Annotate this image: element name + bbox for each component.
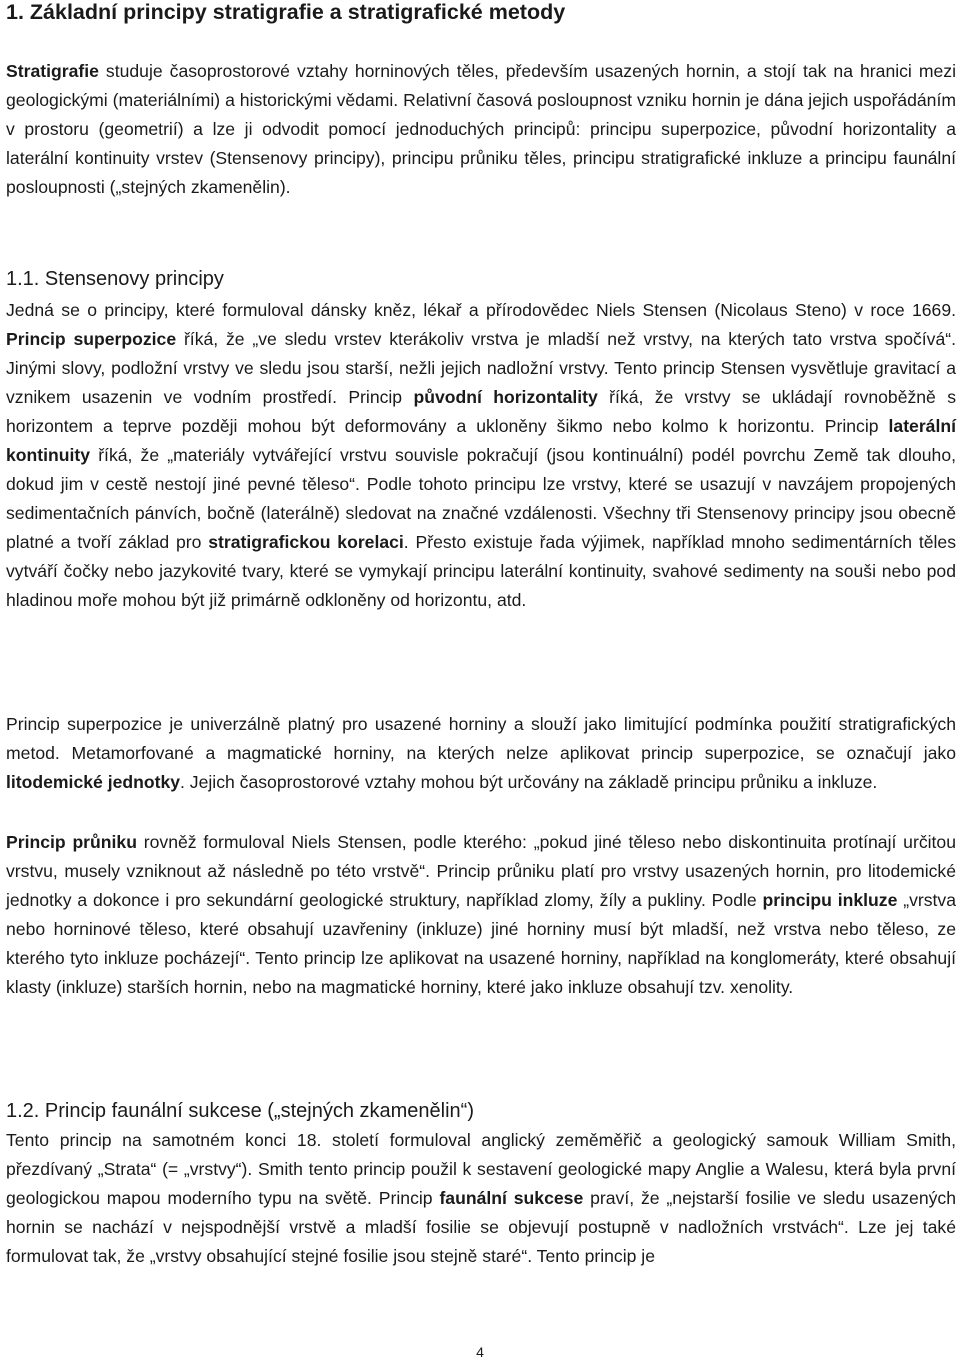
- chapter-heading: 1. Základní principy stratigrafie a stratigrafické metody: [6, 0, 566, 24]
- faunal-paragraph-1: [6, 1126, 956, 1271]
- page-number: 4: [476, 1344, 484, 1360]
- bold-term: laterální kontinuity: [6, 416, 956, 465]
- bold-term: principu inkluze: [762, 890, 898, 910]
- bold-term: Princip superpozice: [6, 329, 177, 349]
- bold-term: původní horizontality: [413, 387, 598, 407]
- text-run: Tento princip na samotném konci 18. století formuloval anglický zeměměřič a geologický samouk William Smith, přezdívaný „Strata“ (= „vrstvy“). Smith tento princip použil k sestavení geologické mapy Anglie a Walesu, která byla první geologickou mapou moderního typu na světě. Princip: [6, 1130, 956, 1208]
- text-run: Princip superpozice je univerzálně platný pro usazené horniny a slouží jako limitující podmínka použití stratigrafických metod. Metamorfované a magmatické horniny, na kterých nelze aplikovat princip superpozice, se označují jako: [6, 714, 956, 763]
- stensen-paragraph-2: [6, 710, 956, 797]
- text-run: „vrstva nebo horninové těleso, které obsahují uzavřeniny (inkluze) jiné horniny musí být mladší, než vrstva nebo těleso, ze kterého tyto inkluze pocházejí“. Tento princip lze aplikovat na usazené horniny, například na konglomeráty, které obsahují klasty (inkluze) starších hornin, nebo na magmatické horniny, které jako inkluze obsahují tzv. xenolity.: [6, 890, 957, 997]
- text-run: říká, že vrstvy se ukládají rovnoběžně s horizontem a teprve později mohou být deformovány a ukloněny šikmo nebo kolmo k horizontu. Princip: [6, 387, 956, 436]
- text-run: praví, že „nejstarší fosilie ve sledu usazených hornin se nachází v nejspodnější vrstvě a mladší fosilie se objevují postupně v nadložních vrstvách“. Lze jej také formulovat tak, že „vrstvy obsahující stejné fosilie jsou stejně staré“. Tento princip je: [6, 1188, 956, 1266]
- bold-term: Stratigrafie: [6, 61, 99, 81]
- section-heading-faunal: 1.2. Princip faunální sukcese („stejných zkamenělin“): [6, 1100, 474, 1122]
- text-run: říká, že „materiály vytvářející vrstvu souvisle pokračují (jsou kontinuální) podél povrchu Země tak dlouho, dokud jim v cestě nestojí jiné pevné těleso“. Podle tohoto principu lze vrstvy, které se usazují v navzájem propojených sedimentačních pánvích, bočně (laterálně) sledovat na značné vzdálenosti. Všechny tři Stensenovy principy jsou obecně platné a tvoří základ pro: [6, 445, 956, 552]
- text-run: rovněž formuloval Niels Stensen, podle kterého: „pokud jiné těleso nebo diskontinuita protínají určitou vrstvu, musely vzniknout až následně po této vrstvě“. Princip průniku platí pro vrstvy usazených hornin, pro litodemické jednotky a dokonce i pro sekundární geologické struktury, například zlomy, žíly a pukliny. Podle: [6, 832, 956, 910]
- bold-term: stratigrafickou korelaci: [208, 532, 404, 552]
- text-run: . Přesto existuje řada výjimek, například mnoho sedimentárních těles vytváří čočky nebo jazykovité tvary, které se vymykají principu laterální kontinuity, svahové sedimenty na souši nebo pod hladinou moře mohou být již primárně odkloněny od horizontu, atd.: [6, 532, 957, 610]
- stensen-paragraph-3: [6, 828, 956, 1002]
- text-run: . Jejich časoprostorové vztahy mohou být určovány na základě principu průniku a inkluze.: [180, 772, 878, 792]
- bold-term: faunální sukcese: [439, 1188, 584, 1208]
- stensen-paragraph-1: [6, 296, 956, 615]
- section-heading-stensen: 1.1. Stensenovy principy: [6, 268, 224, 290]
- text-run: studuje časoprostorové vztahy horninových těles, především usazených hornin, a stojí tak na hranici mezi geologickými (materiálními) a historickými vědami. Relativní časová posloupnost vzniku hornin je dána jejich uspořádáním v prostoru (geometrií) a lze ji odvodit pomocí jednoduchých principů: principu superpozice, původní horizontality a laterální kontinuity vrstev (Stensenovy principy), principu průniku těles, principu stratigrafické inkluze a principu faunální posloupnosti („stejných zkamenělin).: [6, 61, 956, 197]
- bold-term: litodemické jednotky: [6, 772, 181, 792]
- bold-term: Princip průniku: [6, 832, 137, 852]
- text-run: Jedná se o principy, které formuloval dánsky kněz, lékař a přírodovědec Niels Stensen (Nicolaus Steno) v roce 1669.: [6, 300, 956, 320]
- text-run: říká, že „ve sledu vrstev kterákoliv vrstva je mladší než vrstvy, na kterých tato vrstva spočívá“. Jinými slovy, podložní vrstvy ve sledu jsou starší, nežli jejich nadložní vrstvy. Tento princip Stensen vysvětluje gravitací a vznikem usazenin ve vodním prostředí. Princip: [6, 329, 957, 407]
- intro-paragraph: [6, 57, 956, 202]
